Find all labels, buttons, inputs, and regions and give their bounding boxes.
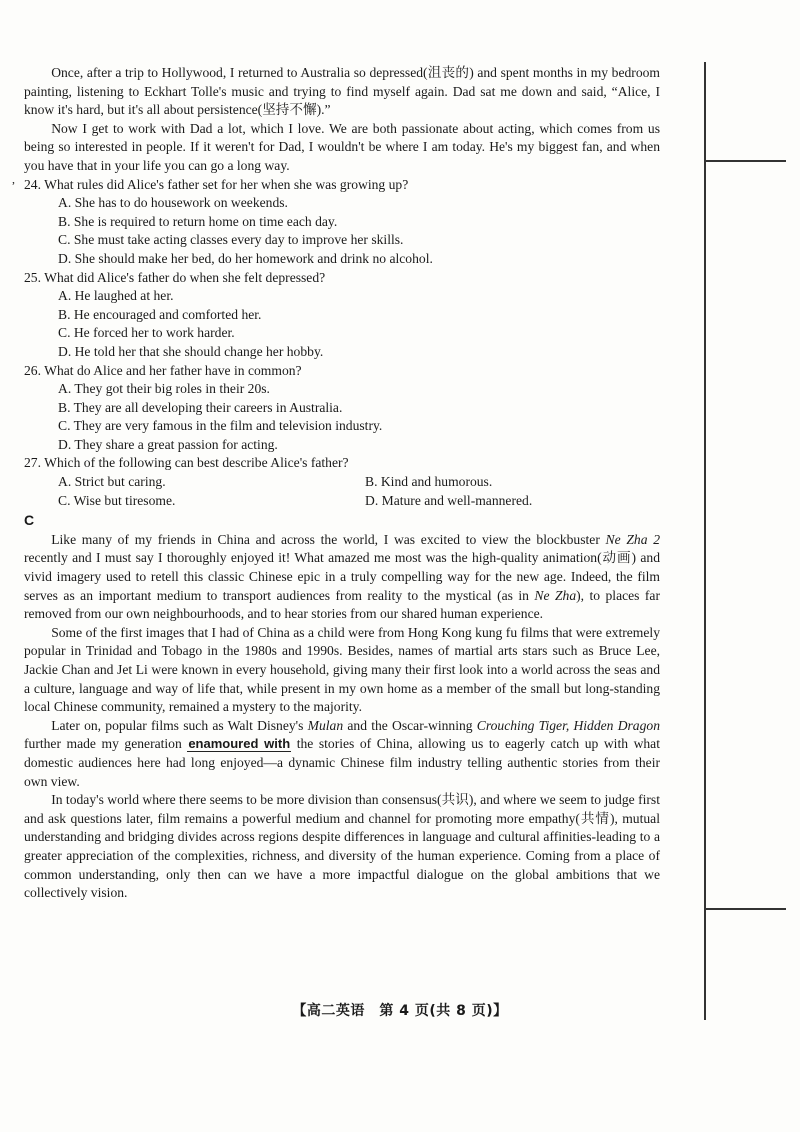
film-title: Mulan [307, 717, 344, 733]
option-b[interactable]: B. He encouraged and comforted her. [58, 306, 262, 322]
question-stem: 26. What do Alice and her father have in common? [24, 362, 302, 378]
margin-tick-bottom [706, 908, 786, 910]
option-d[interactable]: D. He told her that she should change her hobby. [58, 343, 324, 359]
exam-page-content [24, 64, 660, 903]
margin-tick-top [706, 160, 786, 162]
passage-c-paragraph-2: Some of the first images that I had of China as a child were from Hong Kong kung fu films that were extremely popular in Trinidad and Tobago in the 1980s and 1990s. Besides, names of martial arts stars such as Bruce Lee, Jackie Chan and Jet Li were known in every household, giving many their first look into a world across the seas and a culture, language and way of life that, while present in my own home as a member of the small but long-standing local Chinese community, remained a mystery to the majority. [24, 624, 660, 715]
question-24 [24, 176, 660, 269]
film-title: Ne Zha 2 [605, 531, 660, 547]
text-run: Later on, popular films such as Walt Disney's [51, 717, 308, 733]
option-a[interactable]: A. She has to do housework on weekends. [58, 195, 288, 211]
film-title: Crouching Tiger, Hidden Dragon [476, 717, 660, 733]
section-c-heading: C [24, 512, 35, 529]
option-d[interactable]: D. She should make her bed, do her homework and drink no alcohol. [58, 250, 433, 266]
option-a[interactable]: A. He laughed at her. [58, 288, 174, 304]
question-25 [24, 269, 660, 362]
question-26 [24, 362, 660, 455]
stray-mark: , [12, 172, 15, 186]
text-run: recently and I must say I thoroughly enjoyed it! What amazed me most was the high-quality animation(动画) and vivid imagery used to retell this classic Chinese epic in a truly compelling way for the new age. Indeed, the film serves as an important medium to transport audiences from reality to the mystical (as in [24, 550, 660, 603]
options-row-1 [24, 473, 660, 492]
option-a[interactable]: A. Strict but caring. [58, 474, 166, 490]
text-run: and the Oscar-winning [343, 717, 477, 733]
text-run: further made my generation [24, 736, 188, 752]
option-c[interactable]: C. She must take acting classes every day to improve her skills. [58, 232, 404, 248]
question-stem: 25. What did Alice's father do when she felt depressed? [24, 269, 326, 285]
passage-b-paragraph-2: Now I get to work with Dad a lot, which I love. We are both passionate about acting, which comes from us being so interested in people. If it weren't for Dad, I wouldn't be where I am today. He's my biggest fan, and when you have that in your life you can go a long way. [24, 120, 660, 173]
question-stem: 27. Which of the following can best describe Alice's father? [24, 455, 349, 471]
option-d[interactable]: D. Mature and well-mannered. [365, 492, 533, 508]
option-b[interactable]: B. She is required to return home on time each day. [58, 213, 338, 229]
passage-c-paragraph-3 [24, 717, 660, 791]
question-stem: 24. What rules did Alice's father set for her when she was growing up? [24, 176, 409, 192]
option-d[interactable]: D. They share a great passion for acting. [58, 436, 278, 452]
text-run: the stories of China, allowing us to eagerly catch up with what domestic audiences here had long enjoyed—a dynamic Chinese film industry telling authentic stories from their own view. [24, 736, 660, 789]
film-title: Ne Zha [534, 587, 577, 603]
underlined-phrase: enamoured with [188, 736, 291, 752]
option-c[interactable]: C. They are very famous in the film and television industry. [58, 418, 383, 434]
passage-c-paragraph-4: In today's world where there seems to be more division than consensus(共识), and where we seem to judge first and ask questions later, film remains a powerful medium and channel for promoting more empathy(共情), mutual understanding and bridging divides across regions despite differences in language and cultural affinities-leading to a greater appreciation of the complexities, richness, and diversity of the human experience. Coming from a place of common understanding, only then can we have a more impactful dialogue on the global ambitions that we collectively vision. [24, 792, 660, 901]
option-b[interactable]: B. They are all developing their careers in Australia. [58, 399, 343, 415]
passage-c-paragraph-1 [24, 531, 660, 624]
option-b[interactable]: B. Kind and humorous. [365, 474, 493, 490]
text-run: ), to places far removed from our own neighbourhoods, and to hear stories from our shared human experience. [24, 587, 660, 622]
options-row-2 [24, 492, 660, 511]
option-a[interactable]: A. They got their big roles in their 20s. [58, 381, 270, 397]
option-c[interactable]: C. Wise but tiresome. [58, 492, 176, 508]
option-c[interactable]: C. He forced her to work harder. [58, 325, 235, 341]
question-27 [24, 454, 660, 510]
page-footer: 【高二英语 第 4 页(共 8 页)】 [292, 1003, 508, 1019]
passage-b-paragraph-1: Once, after a trip to Hollywood, I returned to Australia so depressed(沮丧的) and spent months in my bedroom painting, listening to Eckhart Tolle's music and trying to find myself again. Dad sat me down and said, “Alice, I know it's hard, but it's all about persistence(坚持不懈).” [24, 65, 660, 118]
text-run: Like many of my friends in China and across the world, I was excited to view the blockbuster [51, 531, 606, 547]
binding-margin-line [704, 62, 706, 1020]
